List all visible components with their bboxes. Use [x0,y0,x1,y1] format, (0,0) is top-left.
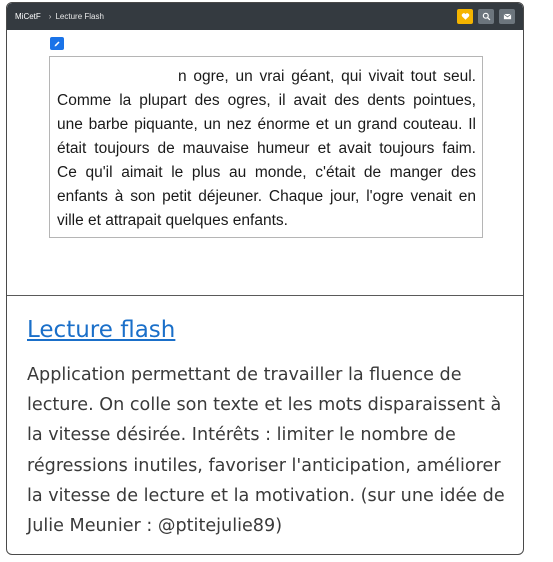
reader-line: était toujours de mauvaise humeur et avait toujours faim. [57,140,476,157]
pencil-icon [53,40,61,48]
contact-button[interactable] [499,9,515,24]
app-card [6,2,524,555]
mail-icon [503,12,512,21]
reader-line: Comme la plupart des ogres, il avait des dents pointues, [57,92,476,109]
favorite-button[interactable] [457,9,473,24]
search-button[interactable] [478,9,494,24]
card-description: Application permettant de travailler la fluence de lecture. On colle son texte et les mots disparaissent à la vitesse désirée. Intérêts : limiter le nombre de régressions inutiles, favoriser l'anticipation, améliorer la vitesse de lecture et la motivation. (sur une idée de Julie Meunier : @ptitejulie89) [27,365,505,537]
edit-text-button[interactable] [50,37,64,50]
reader-line: une barbe piquante, un nez énorme et un grand couteau. Il [57,116,476,133]
card-title-link[interactable]: Lecture flash [27,317,176,343]
reader-line: enfants à son petit déjeuner. Chaque jour, l'ogre venait en [57,188,476,205]
breadcrumb-separator: › [48,12,52,21]
search-icon [482,12,491,21]
breadcrumb-current: Lecture Flash [55,12,104,21]
navbar-actions [457,9,515,24]
card-body [27,317,507,541]
heart-icon [461,12,470,21]
reading-text-area [49,56,483,238]
reader-line: Ce qu'il aimait le plus au monde, c'était de manger des [57,164,476,181]
brand-link[interactable]: MiCetF [15,12,41,21]
navbar [7,3,523,30]
app-screenshot [7,3,523,296]
reader-line: ville et attrapait quelques enfants. [57,212,288,229]
reader-line: n ogre, un vrai géant, qui vivait tout seul. [178,68,476,85]
